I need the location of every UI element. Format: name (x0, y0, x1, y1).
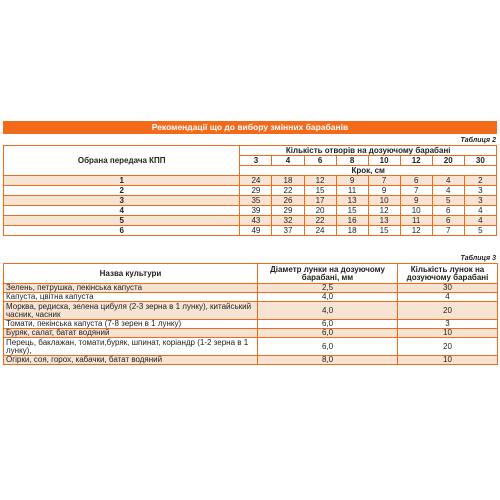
holes-header: Кількість отворів на дозуючому барабані (240, 146, 497, 156)
count-column-header: Кількість лунок на дозуючому барабані (398, 264, 498, 284)
step-value-cell: 11 (400, 216, 432, 226)
step-value-cell: 6 (400, 176, 432, 186)
step-value-cell: 18 (272, 176, 304, 186)
table-row (4, 186, 497, 196)
step-value-cell: 12 (400, 226, 432, 236)
step-value-cell: 12 (368, 206, 400, 216)
step-value-cell: 5 (432, 196, 464, 206)
count-cell: 30 (398, 284, 498, 293)
step-value-cell: 24 (240, 176, 272, 186)
holes-count-header: 12 (400, 156, 432, 166)
step-value-cell: 17 (304, 196, 336, 206)
diameter-cell: 8,0 (258, 356, 398, 365)
gear-cell: 4 (4, 206, 240, 216)
step-value-cell: 49 (240, 226, 272, 236)
step-value-cell: 6 (432, 216, 464, 226)
step-value-cell: 20 (304, 206, 336, 216)
gear-column-header: Обрана передача КПП (4, 146, 240, 176)
table3-label: Таблиця 3 (460, 255, 496, 262)
diameter-cell: 2,5 (258, 284, 398, 293)
table-row (4, 293, 498, 302)
step-value-cell: 9 (336, 176, 368, 186)
count-cell: 20 (398, 338, 498, 356)
step-value-cell: 4 (464, 206, 496, 216)
step-value-cell: 3 (464, 196, 496, 206)
crop-name-cell: Морква, редиска, зелена цибуля (2-3 зерна в 1 лунку), китайський часник, часник (4, 302, 258, 320)
step-value-cell: 43 (240, 216, 272, 226)
drum-step-table (3, 145, 497, 236)
step-value-cell: 11 (336, 186, 368, 196)
step-header: Крок, см (240, 166, 497, 176)
table-row (4, 226, 497, 236)
table2-label: Таблиця 2 (460, 137, 496, 144)
table-row (4, 216, 497, 226)
crop-column-header: Назва культури (4, 264, 258, 284)
step-value-cell: 15 (336, 206, 368, 216)
table-row (4, 302, 498, 320)
crop-name-cell: Зелень, петрушка, пекінська капуста (4, 284, 258, 293)
table-row (4, 176, 497, 186)
step-value-cell: 26 (272, 196, 304, 206)
step-value-cell: 4 (432, 186, 464, 196)
crop-name-cell: Буряк, салат, батат водяний (4, 329, 258, 338)
step-value-cell: 22 (304, 216, 336, 226)
crop-name-cell: Огірки, соя, горох, кабачки, батат водяний (4, 356, 258, 365)
step-value-cell: 15 (304, 186, 336, 196)
step-value-cell: 29 (240, 186, 272, 196)
step-value-cell: 7 (368, 176, 400, 186)
step-value-cell: 5 (464, 226, 496, 236)
count-cell: 3 (398, 320, 498, 329)
count-cell: 20 (398, 302, 498, 320)
gear-cell: 1 (4, 176, 240, 186)
count-cell: 4 (398, 293, 498, 302)
crop-name-cell: Томати, пекінська капуста (7-8 зерен в 1 лунку) (4, 320, 258, 329)
step-value-cell: 4 (464, 216, 496, 226)
step-value-cell: 32 (272, 216, 304, 226)
gear-cell: 3 (4, 196, 240, 206)
step-value-cell: 9 (400, 196, 432, 206)
holes-count-header: 10 (368, 156, 400, 166)
step-value-cell: 12 (304, 176, 336, 186)
diameter-cell: 6,0 (258, 320, 398, 329)
gear-cell: 5 (4, 216, 240, 226)
table-row (4, 329, 498, 338)
step-value-cell: 24 (304, 226, 336, 236)
step-value-cell: 2 (464, 176, 496, 186)
table-row (4, 356, 498, 365)
diameter-column-header: Діаметр лунки на дозуючому барабані, мм (258, 264, 398, 284)
diameter-cell: 6,0 (258, 329, 398, 338)
table-row (4, 206, 497, 216)
step-value-cell: 37 (272, 226, 304, 236)
step-value-cell: 18 (336, 226, 368, 236)
step-value-cell: 4 (432, 176, 464, 186)
diameter-cell: 4,0 (258, 302, 398, 320)
holes-count-header: 6 (304, 156, 336, 166)
step-value-cell: 10 (400, 206, 432, 216)
step-value-cell: 22 (272, 186, 304, 196)
count-cell: 10 (398, 329, 498, 338)
step-value-cell: 6 (432, 206, 464, 216)
step-value-cell: 9 (368, 186, 400, 196)
step-value-cell: 7 (432, 226, 464, 236)
step-value-cell: 13 (368, 216, 400, 226)
step-value-cell: 39 (240, 206, 272, 216)
gear-cell: 2 (4, 186, 240, 196)
step-value-cell: 7 (400, 186, 432, 196)
holes-count-header: 4 (272, 156, 304, 166)
step-value-cell: 10 (368, 196, 400, 206)
diameter-cell: 6,0 (258, 338, 398, 356)
holes-count-header: 3 (240, 156, 272, 166)
step-value-cell: 15 (368, 226, 400, 236)
section-title-banner: Рекомендації що до вибору змінних барабанів (3, 121, 497, 134)
diameter-cell: 4,0 (258, 293, 398, 302)
step-value-cell: 29 (272, 206, 304, 216)
holes-count-header: 8 (336, 156, 368, 166)
crop-name-cell: Перець, баклажан, томати,буряк, шпинат, коріандр (1-2 зерна в 1 лунку), (4, 338, 258, 356)
step-value-cell: 3 (464, 186, 496, 196)
holes-count-header: 20 (432, 156, 464, 166)
crop-drum-table (3, 263, 498, 365)
step-value-cell: 13 (336, 196, 368, 206)
holes-count-header: 30 (464, 156, 496, 166)
count-cell: 10 (398, 356, 498, 365)
crop-name-cell: Капуста, цвітна капуста (4, 293, 258, 302)
table-row (4, 338, 498, 356)
gear-cell: 6 (4, 226, 240, 236)
step-value-cell: 16 (336, 216, 368, 226)
table-row (4, 196, 497, 206)
step-value-cell: 35 (240, 196, 272, 206)
